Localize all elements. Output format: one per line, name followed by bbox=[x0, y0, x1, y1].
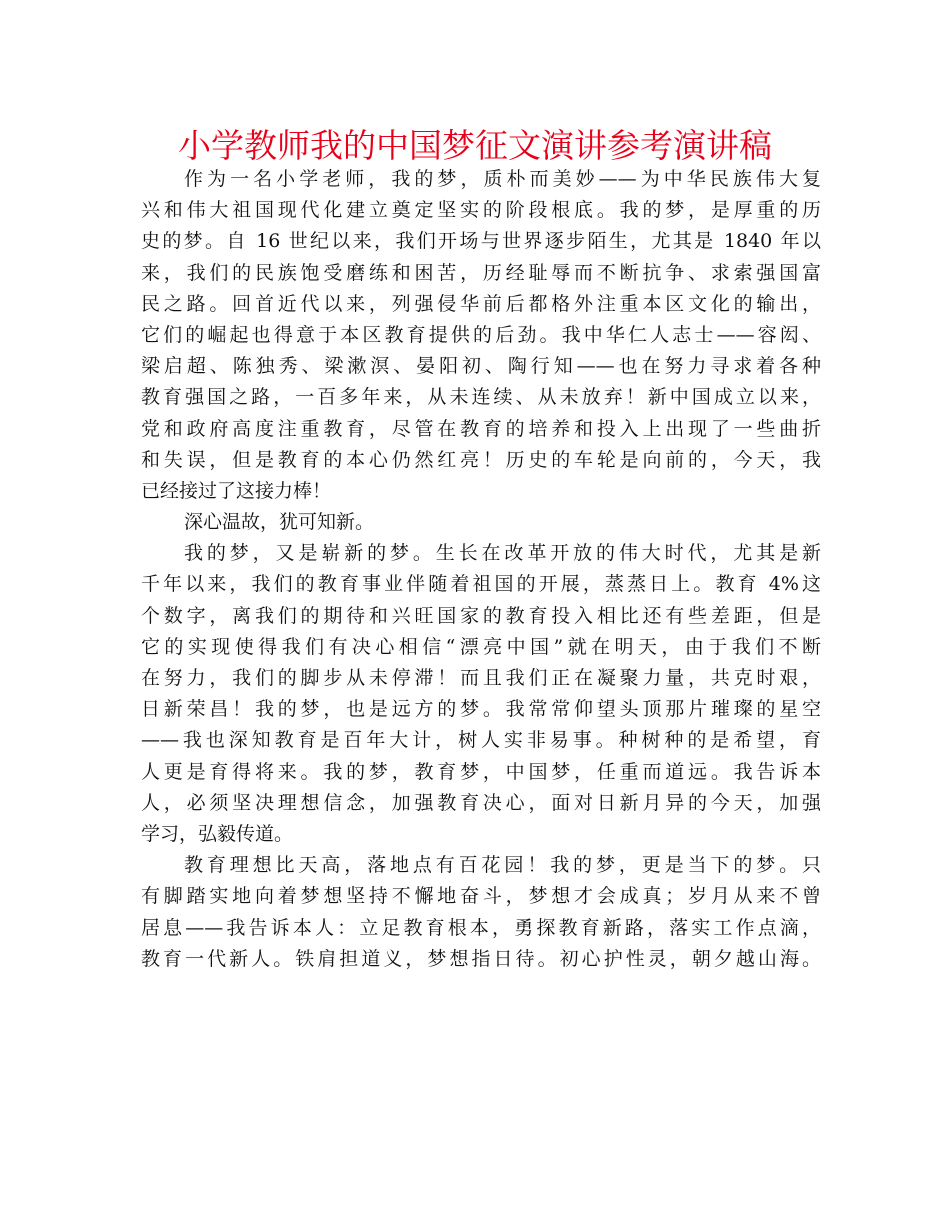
text-line: 党和政府高度注重教育，尽管在教育的培养和投入上出现了一些曲折 bbox=[141, 417, 821, 440]
text-line: 深心温故，犹可知新。 bbox=[184, 511, 375, 534]
text-line: 千年以来，我们的教育事业伴随着祖国的开展，蒸蒸日上。教育 4%这 bbox=[141, 573, 821, 596]
text-line: 梁启超、陈独秀、梁漱溟、晏阳初、陶行知——也在努力寻求着各种 bbox=[141, 355, 821, 378]
text-line: 学习，弘毅传道。 bbox=[141, 822, 294, 845]
text-line: 有脚踏实地向着梦想坚持不懈地奋斗，梦想才会成真；岁月从来不曾 bbox=[141, 885, 821, 908]
text-line: 史的梦。自 16 世纪以来，我们开场与世界逐步陌生，尤其是 1840 年以 bbox=[141, 230, 821, 253]
document-body bbox=[141, 164, 821, 975]
text-line: 它的实现使得我们有决心相信“漂亮中国”就在明天，由于我们不断 bbox=[141, 635, 821, 658]
text-line: 在努力，我们的脚步从未停滞！而且我们正在凝聚力量，共克时艰， bbox=[141, 667, 821, 689]
text-line: 日新荣昌！我的梦，也是远方的梦。我常常仰望头顶那片璀璨的星空 bbox=[141, 698, 821, 721]
text-line: ——我也深知教育是百年大计，树人实非易事。种树种的是希望，育 bbox=[141, 729, 821, 752]
text-line: 兴和伟大祖国现代化建立奠定坚实的阶段根底。我的梦，是厚重的历 bbox=[141, 199, 821, 222]
text-line: 个数字，离我们的期待和兴旺国家的教育投入相比还有些差距，但是 bbox=[141, 604, 821, 627]
text-line: 人更是育得将来。我的梦，教育梦，中国梦，任重而道远。我告诉本 bbox=[141, 760, 821, 783]
text-line: 教育理想比天高，落地点有百花园！我的梦，更是当下的梦。只 bbox=[184, 854, 821, 877]
text-line: 和失误，但是教育的本心仍然红亮！历史的车轮是向前的，今天，我 bbox=[141, 448, 821, 471]
text-line: 它们的崛起也得意于本区教育提供的后劲。我中华仁人志士——容闳、 bbox=[141, 323, 821, 346]
text-line: 已经接过了这接力棒！ bbox=[141, 479, 332, 502]
text-line: 人，必须坚决理想信念，加强教育决心，面对日新月异的今天，加强 bbox=[141, 791, 821, 814]
text-line: 居息——我告诉本人：立足教育根本，勇探教育新路，落实工作点滴， bbox=[141, 916, 821, 939]
text-line: 作为一名小学老师，我的梦，质朴而美妙——为中华民族伟大复 bbox=[184, 168, 821, 190]
text-line: 民之路。回首近代以来，列强侵华前后都格外注重本区文化的输出， bbox=[141, 292, 821, 315]
document-title: 小学教师我的中国梦征文演讲参考演讲稿 bbox=[178, 126, 772, 165]
text-line: 教育一代新人。铁肩担道义，梦想指日待。初心护性灵，朝夕越山海。 bbox=[141, 947, 821, 970]
text-line: 教育强国之路，一百多年来，从未连续、从未放弃！新中国成立以来， bbox=[141, 386, 821, 409]
text-line: 我的梦，又是崭新的梦。生长在改革开放的伟大时代，尤其是新 bbox=[184, 542, 821, 565]
text-line: 来，我们的民族饱受磨练和困苦，历经耻辱而不断抗争、求索强国富 bbox=[141, 261, 821, 284]
